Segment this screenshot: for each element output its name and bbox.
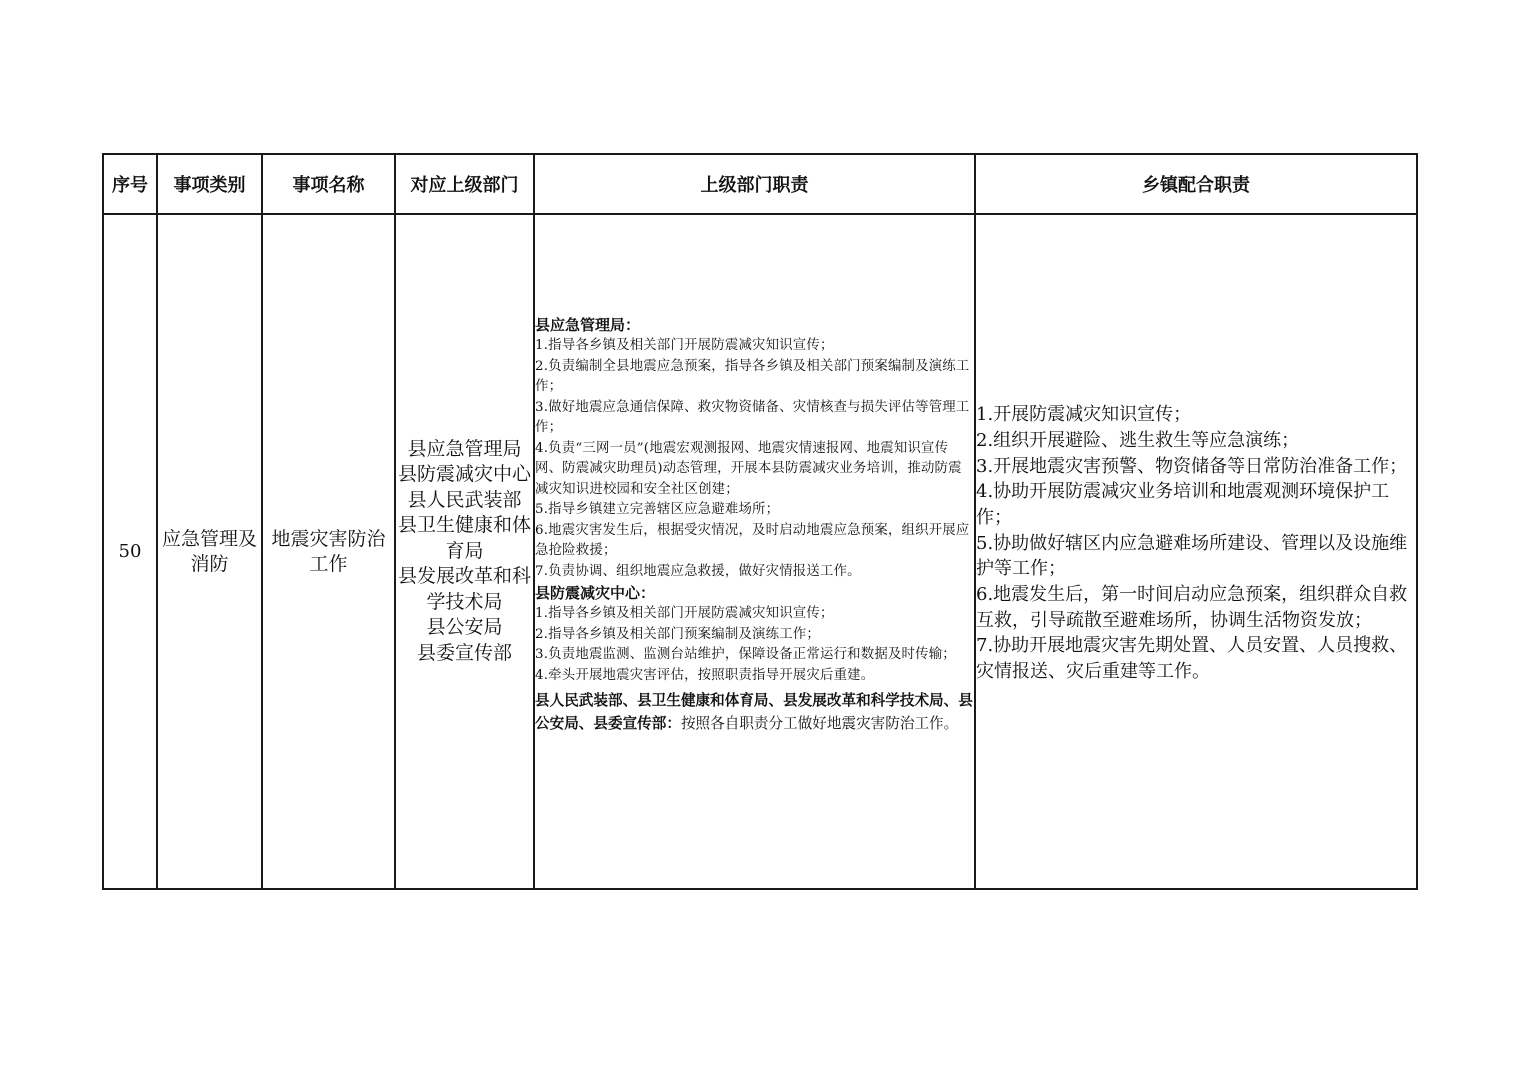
header-row <box>103 154 1417 214</box>
department-line: 县应急管理局 <box>407 437 522 460</box>
township-duty-item: 2.组织开展避险、逃生救生等应急演练； <box>976 429 1300 451</box>
item-name-text: 地震灾害防治工作 <box>271 527 386 575</box>
township-duties-cell <box>975 214 1417 889</box>
other-departments-paragraph <box>535 689 974 735</box>
header-township-duties: 乡镇配合职责 <box>975 154 1417 214</box>
superior-duties-content <box>535 314 974 735</box>
township-duty-item: 1.开展防震减灾知识宣传； <box>976 404 1192 426</box>
duty-item: 1.指导各乡镇及相关部门开展防震减灾知识宣传； <box>535 338 834 353</box>
duty-item: 5.指导乡镇建立完善辖区应急避难场所； <box>535 502 780 517</box>
duty-item: 3.负责地震监测、监测台站维护，保障设备正常运行和数据及时传输； <box>535 647 956 662</box>
header-superior-dept: 对应上级部门 <box>395 154 534 214</box>
emergency-bureau-heading: 县应急管理局： <box>535 316 641 334</box>
other-departments-block <box>535 689 974 735</box>
department-line: 县发展改革和科学技术局 <box>397 565 531 613</box>
departments-cell <box>395 214 534 889</box>
department-line: 县委宣传部 <box>416 641 512 664</box>
seq-number: 50 <box>118 541 142 562</box>
department-line: 县公安局 <box>426 616 503 639</box>
table-row <box>103 214 1417 889</box>
duty-table <box>102 153 1418 890</box>
township-duty-item: 7.协助开展地震灾害先期处置、人员安置、人员搜救、灾情报送、灾后重建等工作。 <box>976 635 1408 683</box>
header-superior-duties: 上级部门职责 <box>534 154 975 214</box>
other-departments-heading: 县人民武装部、县卫生健康和体育局、县发展改革和科学技术局、县公安局、县委宣传部： <box>535 692 973 732</box>
category-text: 应急管理及消防 <box>161 527 257 575</box>
duty-item: 1.指导各乡镇及相关部门开展防震减灾知识宣传； <box>535 606 834 621</box>
township-duty-item: 5.协助做好辖区内应急避难场所建设、管理以及设施维护等工作； <box>976 532 1408 580</box>
duty-item: 6.地震灾害发生后，根据受灾情况，及时启动地震应急预案，组织开展应急抢险救援； <box>535 522 970 558</box>
name-cell <box>262 214 395 889</box>
department-line: 县卫生健康和体育局 <box>397 514 531 562</box>
duty-item: 4.负责“三网一员”(地震宏观测报网、地震灾情速报网、地震知识宣传网、防震减灾助理员)动态管理，开展本县防震减灾业务培训，推动防震减灾知识进校园和安全社区创建； <box>535 440 962 497</box>
duty-item: 4.牵头开展地震灾害评估，按照职责指导开展灾后重建。 <box>535 667 875 683</box>
other-departments-text: 按照各自职责分工做好地震灾害防治工作。 <box>680 715 959 732</box>
category-cell <box>157 214 262 889</box>
township-duty-item: 3.开展地震灾害预警、物资储备等日常防治准备工作； <box>976 455 1408 477</box>
duty-item: 3.做好地震应急通信保障、救灾物资储备、灾情核查与损失评估等管理工作； <box>535 399 970 435</box>
earthquake-center-block <box>535 582 974 686</box>
seq-cell <box>103 214 157 889</box>
duty-item: 2.指导各乡镇及相关部门预案编制及演练工作； <box>535 626 820 642</box>
duty-item: 2.负责编制全县地震应急预案，指导各乡镇及相关部门预案编制及演练工作； <box>535 358 970 394</box>
township-duty-item: 4.协助开展防震减灾业务培训和地震观测环境保护工作； <box>976 481 1390 528</box>
department-line: 县防震减灾中心 <box>397 463 531 486</box>
duty-item: 7.负责协调、组织地震应急救援，做好灾情报送工作。 <box>535 563 861 579</box>
superior-duties-cell <box>534 214 975 889</box>
header-category: 事项类别 <box>157 154 262 214</box>
department-line: 县人民武装部 <box>407 488 522 511</box>
township-duties-list <box>976 402 1416 685</box>
earthquake-center-heading: 县防震减灾中心： <box>535 584 656 602</box>
township-duty-item: 6.地震发生后，第一时间启动应急预案，组织群众自救互救，引导疏散至避难场所，协调生活物资发放； <box>976 584 1408 631</box>
header-seq: 序号 <box>103 154 157 214</box>
emergency-bureau-block <box>535 314 974 582</box>
header-name: 事项名称 <box>262 154 395 214</box>
